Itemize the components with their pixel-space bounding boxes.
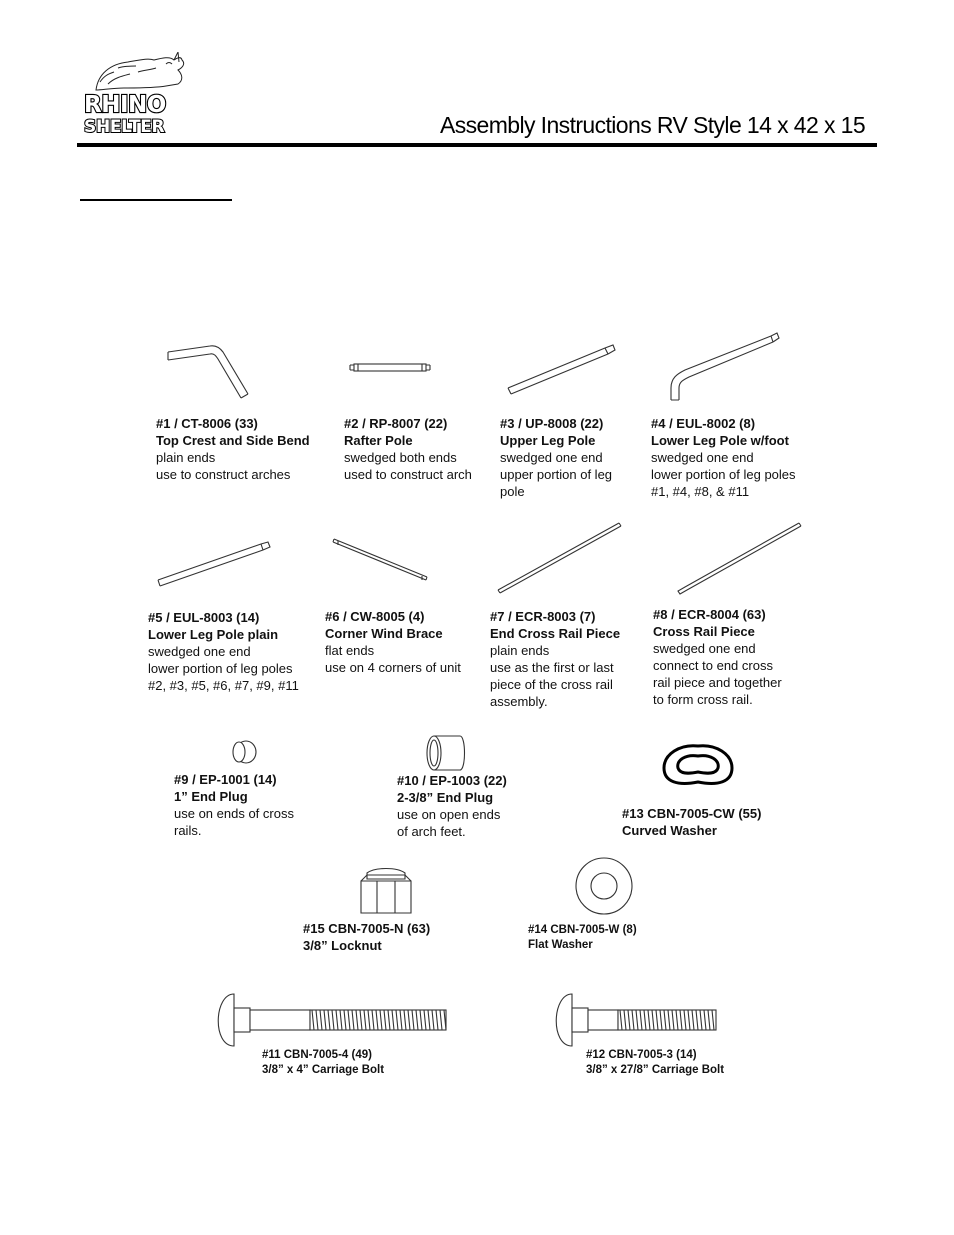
part-name: 3/8” x 4” Carriage Bolt [262, 1064, 385, 1076]
part-15-label [303, 920, 430, 954]
part-note: swedged one end [653, 641, 756, 656]
part-5-label [148, 609, 299, 694]
part-name: 2-3/8” End Plug [397, 790, 494, 805]
end-plug-2-icon [424, 730, 468, 776]
part-note: piece of the cross rail [490, 677, 613, 692]
part-title: #3 / UP-8008 (22) [500, 416, 604, 431]
part-name: Lower Leg Pole w/foot [651, 433, 789, 448]
part-title: #1 / CT-8006 (33) [156, 416, 258, 431]
part-note: upper portion of leg [500, 467, 613, 482]
part-name: Flat Washer [528, 939, 593, 951]
part-note: #1, #4, #8, & #11 [651, 484, 750, 499]
part-name: Corner Wind Brace [325, 626, 443, 641]
upper-leg-pole-icon [505, 342, 617, 397]
part-name: Rafter Pole [344, 433, 413, 448]
part-note: use on ends of cross [174, 806, 294, 821]
part-2-label [344, 415, 472, 483]
part-title: #5 / EUL-8003 (14) [148, 610, 260, 625]
part-name: Lower Leg Pole plain [148, 627, 279, 642]
part-title: #11 CBN-7005-4 (49) [262, 1049, 372, 1061]
part-title: #14 CBN-7005-W (8) [528, 924, 637, 936]
part-name: Top Crest and Side Bend [156, 433, 310, 448]
rhino-shelter-logo [78, 52, 196, 138]
part-title: #12 CBN-7005-3 (14) [586, 1049, 697, 1061]
part-4-label [651, 415, 796, 500]
part-note: plain ends [156, 450, 216, 465]
part-10-label [397, 772, 507, 840]
flat-washer-icon [572, 855, 636, 917]
part-note: connect to end cross [653, 658, 773, 673]
part-note: use as the first or last [490, 660, 614, 675]
part-note: lower portion of leg poles [651, 467, 796, 482]
part-note: use on open ends [397, 807, 501, 822]
part-name: Cross Rail Piece [653, 624, 755, 639]
part-name: 1” End Plug [174, 789, 248, 804]
part-name: 3/8” x 27/8” Carriage Bolt [586, 1064, 725, 1076]
part-note: swedged one end [651, 450, 754, 465]
part-7-label [490, 608, 620, 710]
part-title: #6 / CW-8005 (4) [325, 609, 425, 624]
header-divider [77, 143, 877, 147]
svg-text:RHINO: RHINO [84, 92, 166, 118]
part-title: #10 / EP-1003 (22) [397, 773, 507, 788]
carriage-bolt-4-icon [210, 990, 450, 1050]
svg-text:SHELTER: SHELTER [84, 117, 165, 137]
carriage-bolt-3-icon [548, 990, 720, 1050]
part-note: swedged one end [148, 644, 251, 659]
end-cross-rail-icon [495, 520, 625, 596]
part-note: use on 4 corners of unit [325, 660, 461, 675]
part-note: rail piece and together [653, 675, 782, 690]
part-3-label [500, 415, 612, 500]
locknut-icon [355, 865, 417, 917]
part-title: #4 / EUL-8002 (8) [651, 416, 756, 431]
part-note: assembly. [490, 694, 548, 709]
part-note: #2, #3, #5, #6, #7, #9, #11 [148, 678, 299, 693]
part-12-label [586, 1048, 724, 1078]
part-title: #15 CBN-7005-N (63) [303, 921, 431, 936]
section-underline [80, 199, 232, 201]
part-note: plain ends [490, 643, 550, 658]
part-1-label [156, 415, 310, 483]
part-note: of arch feet. [397, 824, 466, 839]
part-note: to form cross rail. [653, 692, 753, 707]
part-title: #9 / EP-1001 (14) [174, 772, 277, 787]
part-name: 3/8” Locknut [303, 938, 382, 953]
lower-leg-plain-pole-icon [155, 540, 273, 590]
part-name: End Cross Rail Piece [490, 626, 621, 641]
end-plug-1-icon [228, 738, 260, 766]
cross-rail-icon [675, 520, 803, 596]
part-11-label [262, 1048, 384, 1078]
lower-leg-foot-pole-icon [663, 330, 783, 405]
part-9-label [174, 771, 294, 839]
corner-wind-brace-icon [330, 536, 430, 586]
curved-washer-icon [660, 742, 736, 790]
part-8-label [653, 606, 782, 708]
part-note: swedged both ends [344, 450, 457, 465]
part-note: rails. [174, 823, 202, 838]
part-note: swedged one end [500, 450, 603, 465]
part-note: lower portion of leg poles [148, 661, 293, 676]
part-title: #7 / ECR-8003 (7) [490, 609, 596, 624]
part-note: use to construct arches [156, 467, 291, 482]
crest-bend-pole-icon [160, 340, 260, 410]
part-note: pole [500, 484, 525, 499]
part-note: flat ends [325, 643, 375, 658]
part-title: #13 CBN-7005-CW (55) [622, 806, 762, 821]
part-note: used to construct arch [344, 467, 472, 482]
rafter-pole-icon [348, 358, 432, 378]
part-6-label [325, 608, 461, 676]
part-title: #2 / RP-8007 (22) [344, 416, 448, 431]
part-name: Upper Leg Pole [500, 433, 596, 448]
document-title: Assembly Instructions RV Style 14 x 42 x 15 [440, 112, 866, 138]
part-name: Curved Washer [622, 823, 717, 838]
part-14-label [528, 923, 637, 953]
part-13-label [622, 805, 761, 839]
part-title: #8 / ECR-8004 (63) [653, 607, 766, 622]
